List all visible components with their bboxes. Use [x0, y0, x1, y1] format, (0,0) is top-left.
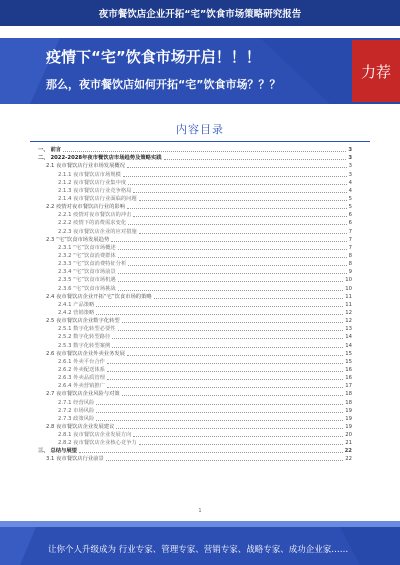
toc-entry-label: 2.2.2 疫情下的消费需求变化	[58, 220, 127, 227]
toc-entry-label: 2.1.3 夜市餐饮店行业竞争格局	[58, 187, 132, 194]
toc-entry[interactable]	[30, 431, 352, 439]
toc-entry-page: 11	[345, 301, 352, 308]
toc-entry-label: 一、 前言	[38, 147, 62, 154]
toc-entry-label: 2.3.2 “宅”饮食消费群体	[58, 252, 116, 259]
toc-entry[interactable]	[30, 244, 352, 252]
toc-entry-label: 2.8 夜市餐饮店企业发展建议	[46, 423, 115, 430]
recommend-badge: 力荐	[352, 40, 400, 102]
toc-entry-page: 16	[345, 366, 352, 373]
toc-entry[interactable]	[30, 219, 352, 227]
toc-entry-label: 2.3 “宅”饮食市场发展趋势	[46, 236, 110, 243]
toc-entry[interactable]	[30, 455, 352, 463]
toc-leader-dots	[96, 412, 343, 413]
toc-leader-dots	[128, 224, 346, 225]
toc-entry[interactable]	[30, 382, 352, 390]
footer-slogan: 让你个人升级成为 行业专家、管理专家、营销专家、战略专家、成功企业家……	[48, 545, 349, 555]
toc-entry-label: 2.5.1 数字化转型必要性	[58, 326, 116, 333]
toc-leader-dots	[118, 249, 347, 250]
table-of-contents	[30, 146, 352, 463]
toc-leader-dots	[79, 452, 343, 453]
toc-entry-page: 12	[345, 318, 352, 325]
toc-entry-page: 6	[348, 220, 352, 227]
toc-leader-dots	[127, 208, 347, 209]
toc-leader-dots	[118, 290, 344, 291]
toc-leader-dots	[118, 257, 347, 258]
toc-entry-page: 16	[345, 375, 352, 382]
toc-leader-dots	[116, 428, 343, 429]
toc-leader-dots	[164, 159, 347, 160]
toc-entry-page: 7	[348, 244, 352, 251]
toc-entry[interactable]	[30, 293, 352, 301]
toc-entry[interactable]	[30, 358, 352, 366]
toc-entry[interactable]	[30, 447, 352, 455]
report-title-bar	[0, 0, 400, 26]
toc-leader-dots	[127, 355, 343, 356]
toc-entry[interactable]	[30, 276, 352, 284]
toc-entry-label: 2.5 夜市餐饮店企业数字化转型	[46, 318, 120, 325]
toc-entry[interactable]	[30, 407, 352, 415]
toc-entry[interactable]	[30, 154, 352, 162]
toc-leader-dots	[107, 363, 343, 364]
toc-leader-dots	[118, 330, 344, 331]
toc-leader-dots	[123, 176, 347, 177]
toc-leader-dots	[118, 273, 347, 274]
toc-entry-page: 14	[345, 342, 352, 349]
toc-entry[interactable]	[30, 268, 352, 276]
toc-entry-label: 2.4.1 产品策略	[58, 301, 95, 308]
toc-entry-label: 2.1 夜市餐饮店行业市场发展概况	[46, 163, 125, 170]
toc-entry-page: 19	[345, 415, 352, 422]
toc-leader-dots	[133, 192, 346, 193]
toc-entry[interactable]	[30, 398, 352, 406]
toc-entry-page: 4	[348, 187, 352, 194]
toc-leader-dots	[63, 151, 346, 152]
toc-entry-page: 14	[345, 334, 352, 341]
toc-leader-dots	[96, 404, 343, 405]
toc-leader-dots	[127, 167, 347, 168]
toc-entry[interactable]	[30, 301, 352, 309]
toc-entry-label: 2.6.2 外卖配送体系	[58, 366, 105, 373]
toc-entry-label: 2.8.1 夜市餐饮店企业发展方向	[58, 432, 132, 439]
toc-entry-label: 2.6.1 外卖平台合作	[58, 358, 105, 365]
toc-entry[interactable]	[30, 170, 352, 178]
toc-entry-label: 三、 总结与展望	[38, 448, 77, 455]
toc-leader-dots	[96, 314, 343, 315]
toc-entry[interactable]	[30, 162, 352, 170]
toc-entry[interactable]	[30, 366, 352, 374]
toc-entry-page: 5	[348, 195, 352, 202]
toc-entry-page: 15	[345, 358, 352, 365]
toc-entry-page: 7	[348, 236, 352, 243]
toc-entry-label: 2.6.4 外卖营销推广	[58, 383, 105, 390]
hero-headline: 疫情下“宅”饮食市场开启！！！	[46, 48, 261, 66]
toc-entry-page: 15	[345, 350, 352, 357]
toc-entry-page: 18	[345, 399, 352, 406]
toc-entry[interactable]	[30, 325, 352, 333]
toc-leader-dots	[96, 306, 343, 307]
toc-leader-dots	[139, 233, 347, 234]
toc-leader-dots	[112, 347, 343, 348]
toc-entry[interactable]	[30, 227, 352, 235]
toc-entry-label: 2.1.2 夜市餐饮店行业集中度	[58, 179, 127, 186]
toc-leader-dots	[107, 379, 343, 380]
toc-entry[interactable]	[30, 390, 352, 398]
toc-entry-label: 2.2.1 疫情对夜市餐饮店的冲击	[58, 212, 132, 219]
toc-entry-label: 2.3.5 “宅”饮食市场机遇	[58, 277, 116, 284]
toc-entry-page: 3	[348, 155, 352, 162]
toc-entry[interactable]	[30, 195, 352, 203]
toc-entry[interactable]	[30, 317, 352, 325]
toc-leader-dots	[122, 395, 344, 396]
toc-entry[interactable]	[30, 179, 352, 187]
toc-entry-page: 3	[348, 163, 352, 170]
toc-entry-page: 21	[345, 440, 352, 447]
toc-entry-label: 2.5.3 数字化转型案例	[58, 342, 111, 349]
page-number: 1	[198, 508, 202, 514]
toc-heading: 内容目录	[176, 123, 224, 136]
toc-leader-dots	[154, 298, 344, 299]
toc-entry-label: 2.3.3 “宅”饮食消费特征分析	[58, 261, 127, 268]
toc-entry-page: 3	[348, 147, 352, 154]
toc-entry-page: 8	[348, 252, 352, 259]
toc-entry-label: 2.1.1 夜市餐饮店市场规模	[58, 171, 121, 178]
toc-leader-dots	[139, 444, 344, 445]
toc-entry-label: 二、 2022-2028年夜市餐饮店市场趋势及策略实践	[38, 155, 162, 162]
toc-entry-label: 2.7 夜市餐饮店企业风险与对策	[46, 391, 120, 398]
toc-leader-dots	[133, 436, 343, 437]
toc-entry-label: 2.3.6 “宅”饮食市场挑战	[58, 285, 116, 292]
toc-entry-page: 7	[348, 228, 352, 235]
toc-leader-dots	[107, 387, 343, 388]
toc-leader-dots	[139, 200, 347, 201]
toc-entry-page: 12	[345, 309, 352, 316]
toc-entry[interactable]	[30, 236, 352, 244]
toc-entry[interactable]	[30, 350, 352, 358]
toc-entry[interactable]	[30, 415, 352, 423]
toc-entry-label: 2.4.2 营销策略	[58, 309, 95, 316]
toc-leader-dots	[112, 338, 343, 339]
toc-entry[interactable]	[30, 439, 352, 447]
toc-entry[interactable]	[30, 146, 352, 154]
toc-leader-dots	[111, 241, 346, 242]
toc-entry-label: 2.6.3 外卖品质管理	[58, 375, 105, 382]
toc-entry-label: 2.3.1 “宅”饮食市场概述	[58, 244, 116, 251]
toc-entry[interactable]	[30, 309, 352, 317]
toc-entry[interactable]	[30, 333, 352, 341]
toc-entry-label: 2.8.2 夜市餐饮店企业核心竞争力	[58, 440, 137, 447]
toc-entry-label: 2.5.2 数字化转型路径	[58, 334, 111, 341]
toc-entry-page: 20	[345, 432, 352, 439]
toc-entry-page: 11	[345, 293, 352, 300]
toc-entry-page: 6	[348, 212, 352, 219]
toc-leader-dots	[128, 184, 346, 185]
toc-entry[interactable]	[30, 260, 352, 268]
toc-leader-dots	[118, 281, 344, 282]
toc-divider	[30, 141, 370, 142]
toc-leader-dots	[133, 216, 346, 217]
toc-entry-label: 2.2 疫情对夜市餐饮店行业的影响	[46, 204, 125, 211]
toc-entry[interactable]	[30, 211, 352, 219]
toc-entry-page: 22	[345, 456, 352, 463]
toc-entry-page: 13	[345, 326, 352, 333]
toc-entry-page: 9	[348, 269, 352, 276]
toc-entry-label: 2.2.3 夜市餐饮店企业的应对措施	[58, 228, 137, 235]
toc-entry-label: 3.1 夜市餐饮店行业前景	[46, 456, 104, 463]
toc-leader-dots	[128, 265, 346, 266]
toc-entry-page: 19	[345, 407, 352, 414]
toc-entry-label: 2.3.4 “宅”饮食市场前景	[58, 269, 116, 276]
toc-entry[interactable]	[30, 284, 352, 292]
toc-entry-page: 8	[348, 261, 352, 268]
toc-entry-label: 2.7.1 经营风险	[58, 399, 95, 406]
toc-entry-label: 2.6 夜市餐饮店企业外卖业务发展	[46, 350, 125, 357]
toc-entry[interactable]	[30, 341, 352, 349]
toc-entry-label: 2.7.3 政策风险	[58, 415, 95, 422]
hero-subheadline: 那么，夜市餐饮店如何开拓“宅”饮食市场？？？	[46, 78, 281, 91]
toc-leader-dots	[107, 371, 343, 372]
toc-entry[interactable]	[30, 374, 352, 382]
toc-leader-dots	[106, 460, 343, 461]
toc-entry[interactable]	[30, 187, 352, 195]
toc-entry-label: 2.1.4 夜市餐饮店行业面临的问题	[58, 195, 137, 202]
toc-entry-page: 5	[348, 204, 352, 211]
toc-entry-page: 10	[345, 285, 352, 292]
report-title: 夜市餐饮店企业开拓“宅”饮食市场策略研究报告	[98, 9, 302, 20]
toc-entry-label: 2.7.2 市场风险	[58, 407, 95, 414]
toc-entry-page: 10	[345, 277, 352, 284]
toc-entry-page: 4	[348, 179, 352, 186]
toc-leader-dots	[96, 420, 343, 421]
toc-entry[interactable]	[30, 252, 352, 260]
toc-entry[interactable]	[30, 423, 352, 431]
toc-entry-page: 17	[345, 383, 352, 390]
toc-entry-page: 22	[344, 448, 352, 455]
toc-entry-label: 2.4 夜市餐饮店企业开拓“宅”饮食市场的策略	[46, 293, 152, 300]
toc-entry-page: 19	[345, 423, 352, 430]
toc-entry[interactable]	[30, 203, 352, 211]
toc-entry-page: 3	[348, 171, 352, 178]
toc-entry-page: 18	[345, 391, 352, 398]
toc-leader-dots	[122, 322, 344, 323]
hero-banner	[0, 38, 400, 104]
